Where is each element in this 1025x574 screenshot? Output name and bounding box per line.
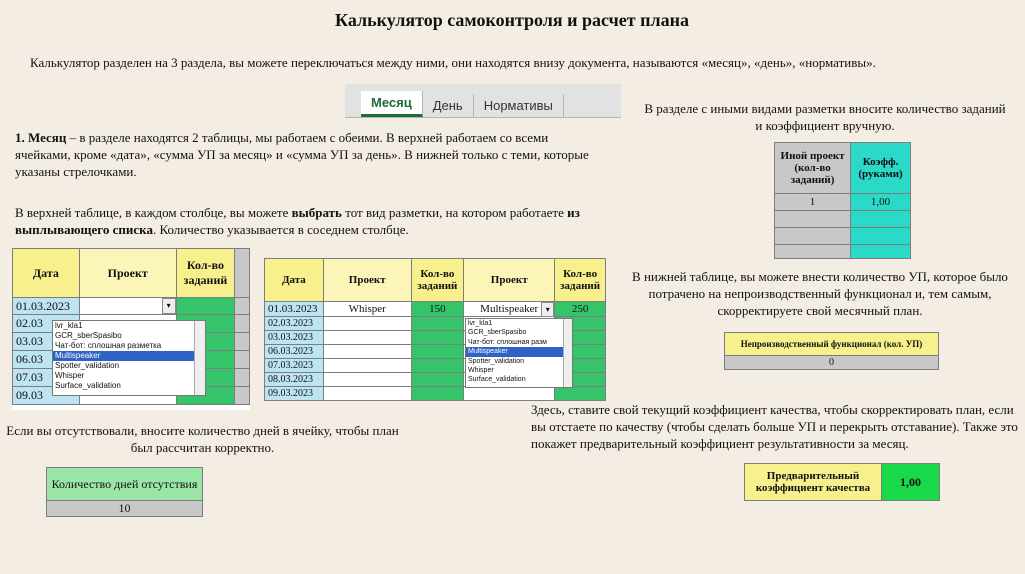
other-count-cell[interactable]: 1 [775,194,851,211]
quality-description: Здесь, ставите свой текущий коэффициент качества, чтобы скорректировать план, если вы отстаете по качеству (чтобы сделать больше УП и перекрыть отставание). Также это покажет предварительный коэффициент результативности за месяц. [531,402,1018,451]
dropdown-option[interactable]: Spotter_validation [55,361,120,370]
other-description: В разделе с иными видами разметки вносите количество заданий и коэффициент вручную. [644,101,1006,133]
dropdown-option[interactable]: Surface_validation [468,376,526,384]
dropdown-option[interactable]: Чат-бот: сплошная разметка [55,341,162,350]
quality-table [744,463,940,501]
date-cell: 01.03.2023 [265,302,324,317]
date-cell: 03.03.2023 [265,331,324,345]
month-description [15,129,590,180]
dropdown-option[interactable]: lvr_kla1 [55,321,83,330]
other-coef-cell[interactable]: 1,00 [851,194,911,211]
header-other-project: Иной проект (кол-во заданий) [775,143,851,194]
project-cell-2[interactable] [464,302,555,317]
project-value: Multispeaker [480,303,539,315]
date-cell: 08.03.2023 [265,373,324,387]
header-count: Кол-во заданий [411,259,464,302]
choose-description [15,204,590,238]
project-dropdown-list-2[interactable] [465,318,573,388]
date-cell: 02.03 [13,315,80,333]
absence-table [46,467,203,517]
dropdown-option[interactable]: Whisper [55,371,85,380]
project-dropdown-list[interactable] [52,320,206,396]
header-count: Кол-во заданий [176,249,235,298]
header-date: Дата [265,259,324,302]
month-text: – в разделе находятся 2 таблицы, мы работаем с обеими. В верхней работаем со всеми ячейками, кроме «дата», «сумма УП за месяц» и «сумма УП за день». В нижней только с теми, которые указаны стрелочками. [15,130,589,179]
quality-value-cell[interactable]: 1,00 [882,464,940,501]
dropdown-option-selected[interactable]: Multispeaker [466,347,572,356]
intro-text: Калькулятор разделен на 3 раздела, вы можете переключаться между ними, они находятся внизу документа, называются «месяц», «день», «нормативы». [30,55,876,70]
dropdown-option[interactable]: Whisper [468,367,494,375]
count-cell[interactable]: 150 [411,302,464,317]
dropdown-option[interactable]: GCR_sberSpasibo [55,331,122,340]
dropdown-option[interactable]: GCR_sberSpasibo [468,329,527,337]
header-other-coef: Коэфф. (руками) [851,143,911,194]
nonprod-value-cell[interactable]: 0 [725,356,939,370]
date-cell: 03.03 [13,333,80,351]
choose-text-3: . Количество указывается в соседнем столбце. [152,222,409,237]
header-date: Дата [13,249,80,298]
header-nonprod: Непроизводственный функционал (кол. УП) [725,333,939,356]
tab-norms[interactable]: Нормативы [474,94,564,117]
tab-day[interactable]: День [423,94,474,117]
dropdown-option-selected[interactable]: Multispeaker [53,351,205,361]
dropdown-scrollbar[interactable] [194,321,205,395]
dropdown-option[interactable]: Surface_validation [55,381,121,390]
project-cell[interactable]: Whisper [323,302,411,317]
month-table-dropdown [12,248,250,410]
header-project-2: Проект [464,259,555,302]
other-project-table [774,142,911,259]
header-absence: Количество дней отсутствия [47,468,203,501]
choose-text-2: тот вид разметки, на котором работаете [341,205,568,220]
dropdown-option[interactable]: Spotter_validation [468,357,525,365]
count-cell-2[interactable]: 250 [555,302,606,317]
chevron-down-icon[interactable]: ▾ [541,302,554,317]
nonprod-table [724,332,939,370]
header-quality: Предварительный коэффициент качества [745,464,882,501]
header-project: Проект [323,259,411,302]
date-cell: 09.03.2023 [265,387,324,401]
lower-description: В нижней таблице, вы можете внести количество УП, которое было потрачено на непроизводственный функционал и, тем самым, скорректируете свой месячный план. [632,269,1008,318]
date-cell: 01.03.2023 [13,298,80,315]
dropdown-scrollbar[interactable] [563,319,572,387]
page-title: Калькулятор самоконтроля и расчет плана [335,10,689,30]
dropdown-option[interactable]: Чат-бот: сплошная разм [468,338,547,346]
date-cell: 09.03 [13,387,80,405]
choose-text-1: В верхней таблице, в каждом столбце, вы можете [15,205,292,220]
date-cell: 07.03.2023 [265,359,324,373]
choose-bold-2: из выплывающего списка [15,205,580,237]
chevron-down-icon[interactable]: ▾ [162,298,176,314]
date-cell: 02.03.2023 [265,317,324,331]
month-heading: 1. Месяц [15,130,67,145]
month-table-filled [264,258,606,399]
date-cell: 07.03 [13,369,80,387]
date-cell: 06.03.2023 [265,345,324,359]
header-project: Проект [79,249,176,298]
tab-month[interactable]: Месяц [361,91,423,117]
choose-bold-1: выбрать [291,205,342,220]
dropdown-option[interactable]: lvr_kla1 [468,320,493,327]
absence-description: Если вы отсутствовали, вносите количество дней в ячейку, чтобы план был рассчитан корректно. [6,423,399,455]
sheet-tabs [345,84,621,118]
project-cell-active[interactable] [79,298,176,315]
date-cell: 06.03 [13,351,80,369]
header-count-2: Кол-во заданий [555,259,606,302]
absence-value-cell[interactable]: 10 [47,501,203,517]
